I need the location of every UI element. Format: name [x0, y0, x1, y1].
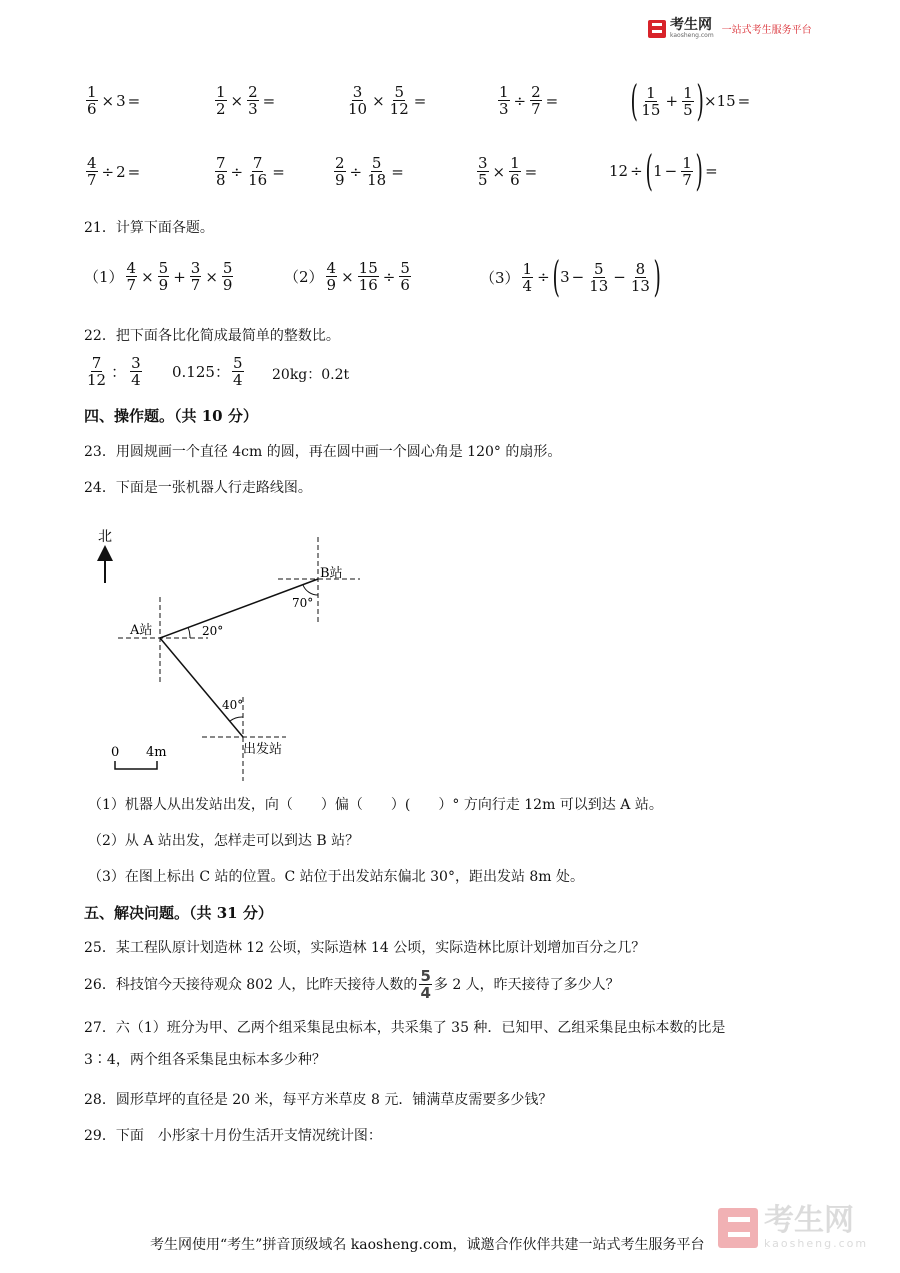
section-4-heading: 四、操作题。（共 10 分）: [84, 407, 258, 425]
b-station-label: B站: [320, 566, 343, 581]
angle-start-arc: [230, 717, 243, 721]
q23-text: 23．用圆规画一个直径 4cm 的圆，再在圆中画一个圆心角是 120° 的扇形。: [84, 444, 562, 460]
watermark-domain: kaosheng.com: [764, 1237, 869, 1250]
q22-ratio-2: 0.125： 5 4: [172, 354, 243, 389]
scale-length-label: 4m: [146, 745, 167, 760]
q24-sub3: （3）在图上标出 C 站的位置。C 站位于出发站东偏北 30°，距出发站 8m 处。: [88, 869, 585, 885]
q24-sub1: （1）机器人从出发站出发，向（ ）偏（ ）( ）° 方向行走 12m 可以到达 A 站。: [88, 797, 663, 813]
expr-r2-4: $\frac{3}{5}$ × $\frac{1}{6}$ =: [478, 154, 538, 189]
north-label: 北: [98, 529, 112, 545]
page-footer: 考生网使用“考生”拼音顶级域名 kaosheng.com，诚邀合作伙伴共建一站式考生服务平台: [150, 1237, 705, 1253]
watermark-logo-icon: [718, 1208, 758, 1248]
expr-r1-3: $\frac{3}{10}$ × $\frac{5}{12}$ =: [348, 83, 427, 118]
q22-text: 22．把下面各比化简成最简单的整数比。: [84, 328, 340, 344]
q22-ratio-3: 20kg：0.2t: [272, 367, 350, 383]
q28-text: 28．圆形草坪的直径是 20 米，每平方米草皮 8 元．铺满草皮需要多少钱？: [84, 1092, 553, 1108]
angle-a-label: 20°: [202, 624, 224, 638]
brand-logo-icon: [648, 20, 666, 38]
watermark: [718, 1205, 868, 1250]
q24-text: 24．下面是一张机器人行走路线图。: [84, 480, 312, 496]
angle-a-arc: [188, 627, 190, 638]
q26-text: 26．科技馆今天接待观众 802 人，比昨天接待人数的 5 4 多 2 人，昨天接待了多少人？: [84, 967, 620, 1002]
q21-item-3: （3） $\frac{1}{4}$ ÷ ( 3 − $\frac{5}{13}$ − $\frac{8}{13}$ ): [480, 252, 661, 301]
expr-r1-1: $\frac{1}{6}$ × 3 =: [87, 83, 141, 118]
brand-name: 考生网: [670, 17, 712, 33]
expr-r2-2: $\frac{7}{8}$ ÷ $\frac{7}{16}$ =: [216, 154, 285, 189]
scale-bar: [115, 761, 157, 769]
brand-domain: kaosheng.com: [670, 32, 714, 39]
q27-line1: 27．六（1）班分为甲、乙两个组采集昆虫标本，共采集了 35 种．已知甲、乙组采集昆虫标本数的比是: [84, 1020, 726, 1036]
expr-r2-5: 12 ÷ ( 1 − $\frac{1}{7}$ ) =: [609, 146, 718, 195]
q25-text: 25．某工程队原计划造林 12 公顷，实际造林 14 公顷，实际造林比原计划增加百分之几？: [84, 940, 646, 956]
q29-text: 29．下面 小彤家十月份生活开支情况统计图：: [84, 1128, 382, 1144]
q21-text: 21．计算下面各题。: [84, 220, 214, 236]
expr-r2-3: $\frac{2}{9}$ ÷ $\frac{5}{18}$ =: [335, 154, 404, 189]
watermark-name: 考生网: [764, 1203, 854, 1238]
start-station-label: 出发站: [243, 742, 283, 757]
brand-slogan: 一站式考生服务平台: [721, 25, 812, 36]
expr-r2-1: $\frac{4}{7}$ ÷ 2 =: [87, 154, 141, 189]
angle-start-label: 40°: [222, 698, 244, 712]
robot-route-diagram: [90, 515, 390, 790]
expr-r1-2: $\frac{1}{2}$ × $\frac{2}{3}$ =: [216, 83, 276, 118]
angle-b-label: 70°: [292, 596, 314, 610]
expr-r1-5: ( 1 15 + $\frac{1}{5}$ ) ×15 =: [630, 76, 751, 125]
q24-sub2: （2）从 A 站出发，怎样走可以到达 B 站？: [88, 833, 360, 849]
q22-ratio-1: 7 12 ： 3 4: [87, 354, 141, 389]
q21-item-2: （2） $\frac{4}{9}$ × $\frac{15}{16}$ ÷ $\frac{5}{6}$: [284, 259, 410, 294]
q27-line2: 3∶4，两个组各采集昆虫标本多少种？: [84, 1052, 326, 1068]
a-station-label: A站: [130, 623, 153, 638]
angle-b-arc: [303, 585, 318, 595]
expr-r1-4: $\frac{1}{3}$ ÷ $\frac{2}{7}$ =: [499, 83, 559, 118]
route-start-to-a: [160, 638, 243, 737]
q21-item-1: （1） $\frac{4}{7}$ × $\frac{5}{9}$ + $\frac{3}{7}$ × $\frac{5}{9}$: [84, 259, 233, 294]
header-logo: [648, 18, 812, 39]
scale-zero-label: 0: [111, 745, 120, 760]
section-5-heading: 五、解决问题。（共 31 分）: [84, 904, 273, 922]
